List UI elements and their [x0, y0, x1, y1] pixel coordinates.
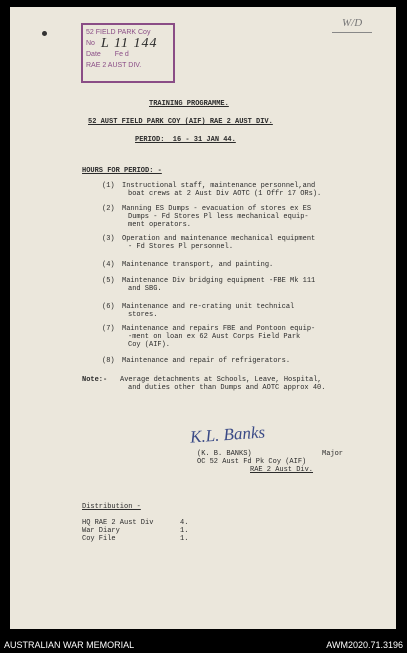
distribution-quantity: 4. [180, 519, 189, 527]
item-text-line: Maintenance transport, and painting. [122, 261, 274, 269]
item-text-line: Operation and maintenance mechanical equipment [122, 235, 316, 243]
stamp-number-row [86, 38, 170, 49]
hours-heading: HOURS FOR PERIOD: - [82, 167, 162, 175]
distribution-recipient: HQ RAE 2 Aust Div [82, 519, 154, 527]
stamp-no-label: No [86, 40, 95, 47]
item-text-line: Maintenance Div bridging equipment -FBE Mk 111 [122, 277, 316, 285]
item-text-line: boat crews at 2 Aust Div AOTC (1 Offr 17 ORs). [128, 190, 322, 198]
note-label: Note:- [82, 376, 108, 384]
item-number: (8) [102, 357, 115, 365]
corner-handwritten-mark: W/D [342, 17, 363, 29]
punch-hole [42, 31, 47, 36]
item-text-line: Maintenance and repair of refrigerators. [122, 357, 291, 365]
item-number: (5) [102, 277, 115, 285]
item-number: (6) [102, 303, 115, 311]
signoff-rank: Major [322, 450, 344, 458]
item-text-line: - Fd Stores Pl personnel. [128, 243, 234, 251]
item-text-line: Maintenance and repairs FBE and Pontoon equip- [122, 325, 316, 333]
unit-stamp [81, 23, 175, 83]
stamp-date-row [86, 49, 170, 60]
signoff-division: RAE 2 Aust Div. [250, 466, 314, 474]
document-page [10, 7, 396, 629]
item-text-line: stores. [128, 311, 158, 319]
distribution-quantity: 1. [180, 535, 189, 543]
item-number: (3) [102, 235, 115, 243]
distribution-recipient: Coy File [82, 535, 116, 543]
footer-accession-number: AWM2020.71.3196 [326, 640, 403, 650]
note-line-1: Average detachments at Schools, Leave, Hospital, [120, 376, 322, 384]
unit-subtitle: 52 AUST FIELD PARK COY (AIF) RAE 2 AUST DIV. [88, 118, 273, 126]
item-text-line: Coy (AIF). [128, 341, 171, 349]
item-text-line: Instructional staff, maintenance personnel,and [122, 182, 316, 190]
item-number: (2) [102, 205, 115, 213]
document-title: TRAINING PROGRAMME. [149, 100, 229, 108]
signoff-name: (K. B. BANKS) [197, 450, 252, 458]
period-line: PERIOD: 16 - 31 JAN 44. [135, 136, 236, 144]
item-text-line: Dumps - Fd Stores Pl less mechanical equip- [128, 213, 309, 221]
stamp-date-value: Fe d [114, 51, 129, 58]
handwritten-signature: K.L. Banks [189, 422, 266, 447]
item-text-line: Manning ES Dumps - evacuation of stores ex ES [122, 205, 312, 213]
item-number: (1) [102, 182, 115, 190]
item-text-line: -ment on loan ex 62 Aust Corps Field Park [128, 333, 301, 341]
stamp-division-line: RAE 2 AUST DIV. [86, 62, 142, 69]
archive-footer [0, 637, 407, 653]
distribution-heading: Distribution - [82, 503, 141, 511]
stamp-unit-line: 52 FIELD PARK Coy [86, 29, 151, 36]
item-text-line: and SBG. [128, 285, 162, 293]
item-text-line: ment operators. [128, 221, 192, 229]
note-line-2: and duties other than Dumps and AOTC approx 40. [128, 384, 326, 392]
signoff-position: OC 52 Aust Fd Pk Coy (AIF) [197, 458, 307, 466]
item-number: (4) [102, 261, 115, 269]
corner-mark-underline [332, 32, 372, 33]
distribution-recipient: War Diary [82, 527, 120, 535]
item-text-line: Maintenance and re-crating unit technical [122, 303, 295, 311]
distribution-quantity: 1. [180, 527, 189, 535]
item-number: (7) [102, 325, 115, 333]
stamp-no-value: L 11 144 [100, 36, 158, 51]
stamp-date-label: Date [86, 51, 101, 58]
footer-institution: AUSTRALIAN WAR MEMORIAL [4, 640, 135, 650]
